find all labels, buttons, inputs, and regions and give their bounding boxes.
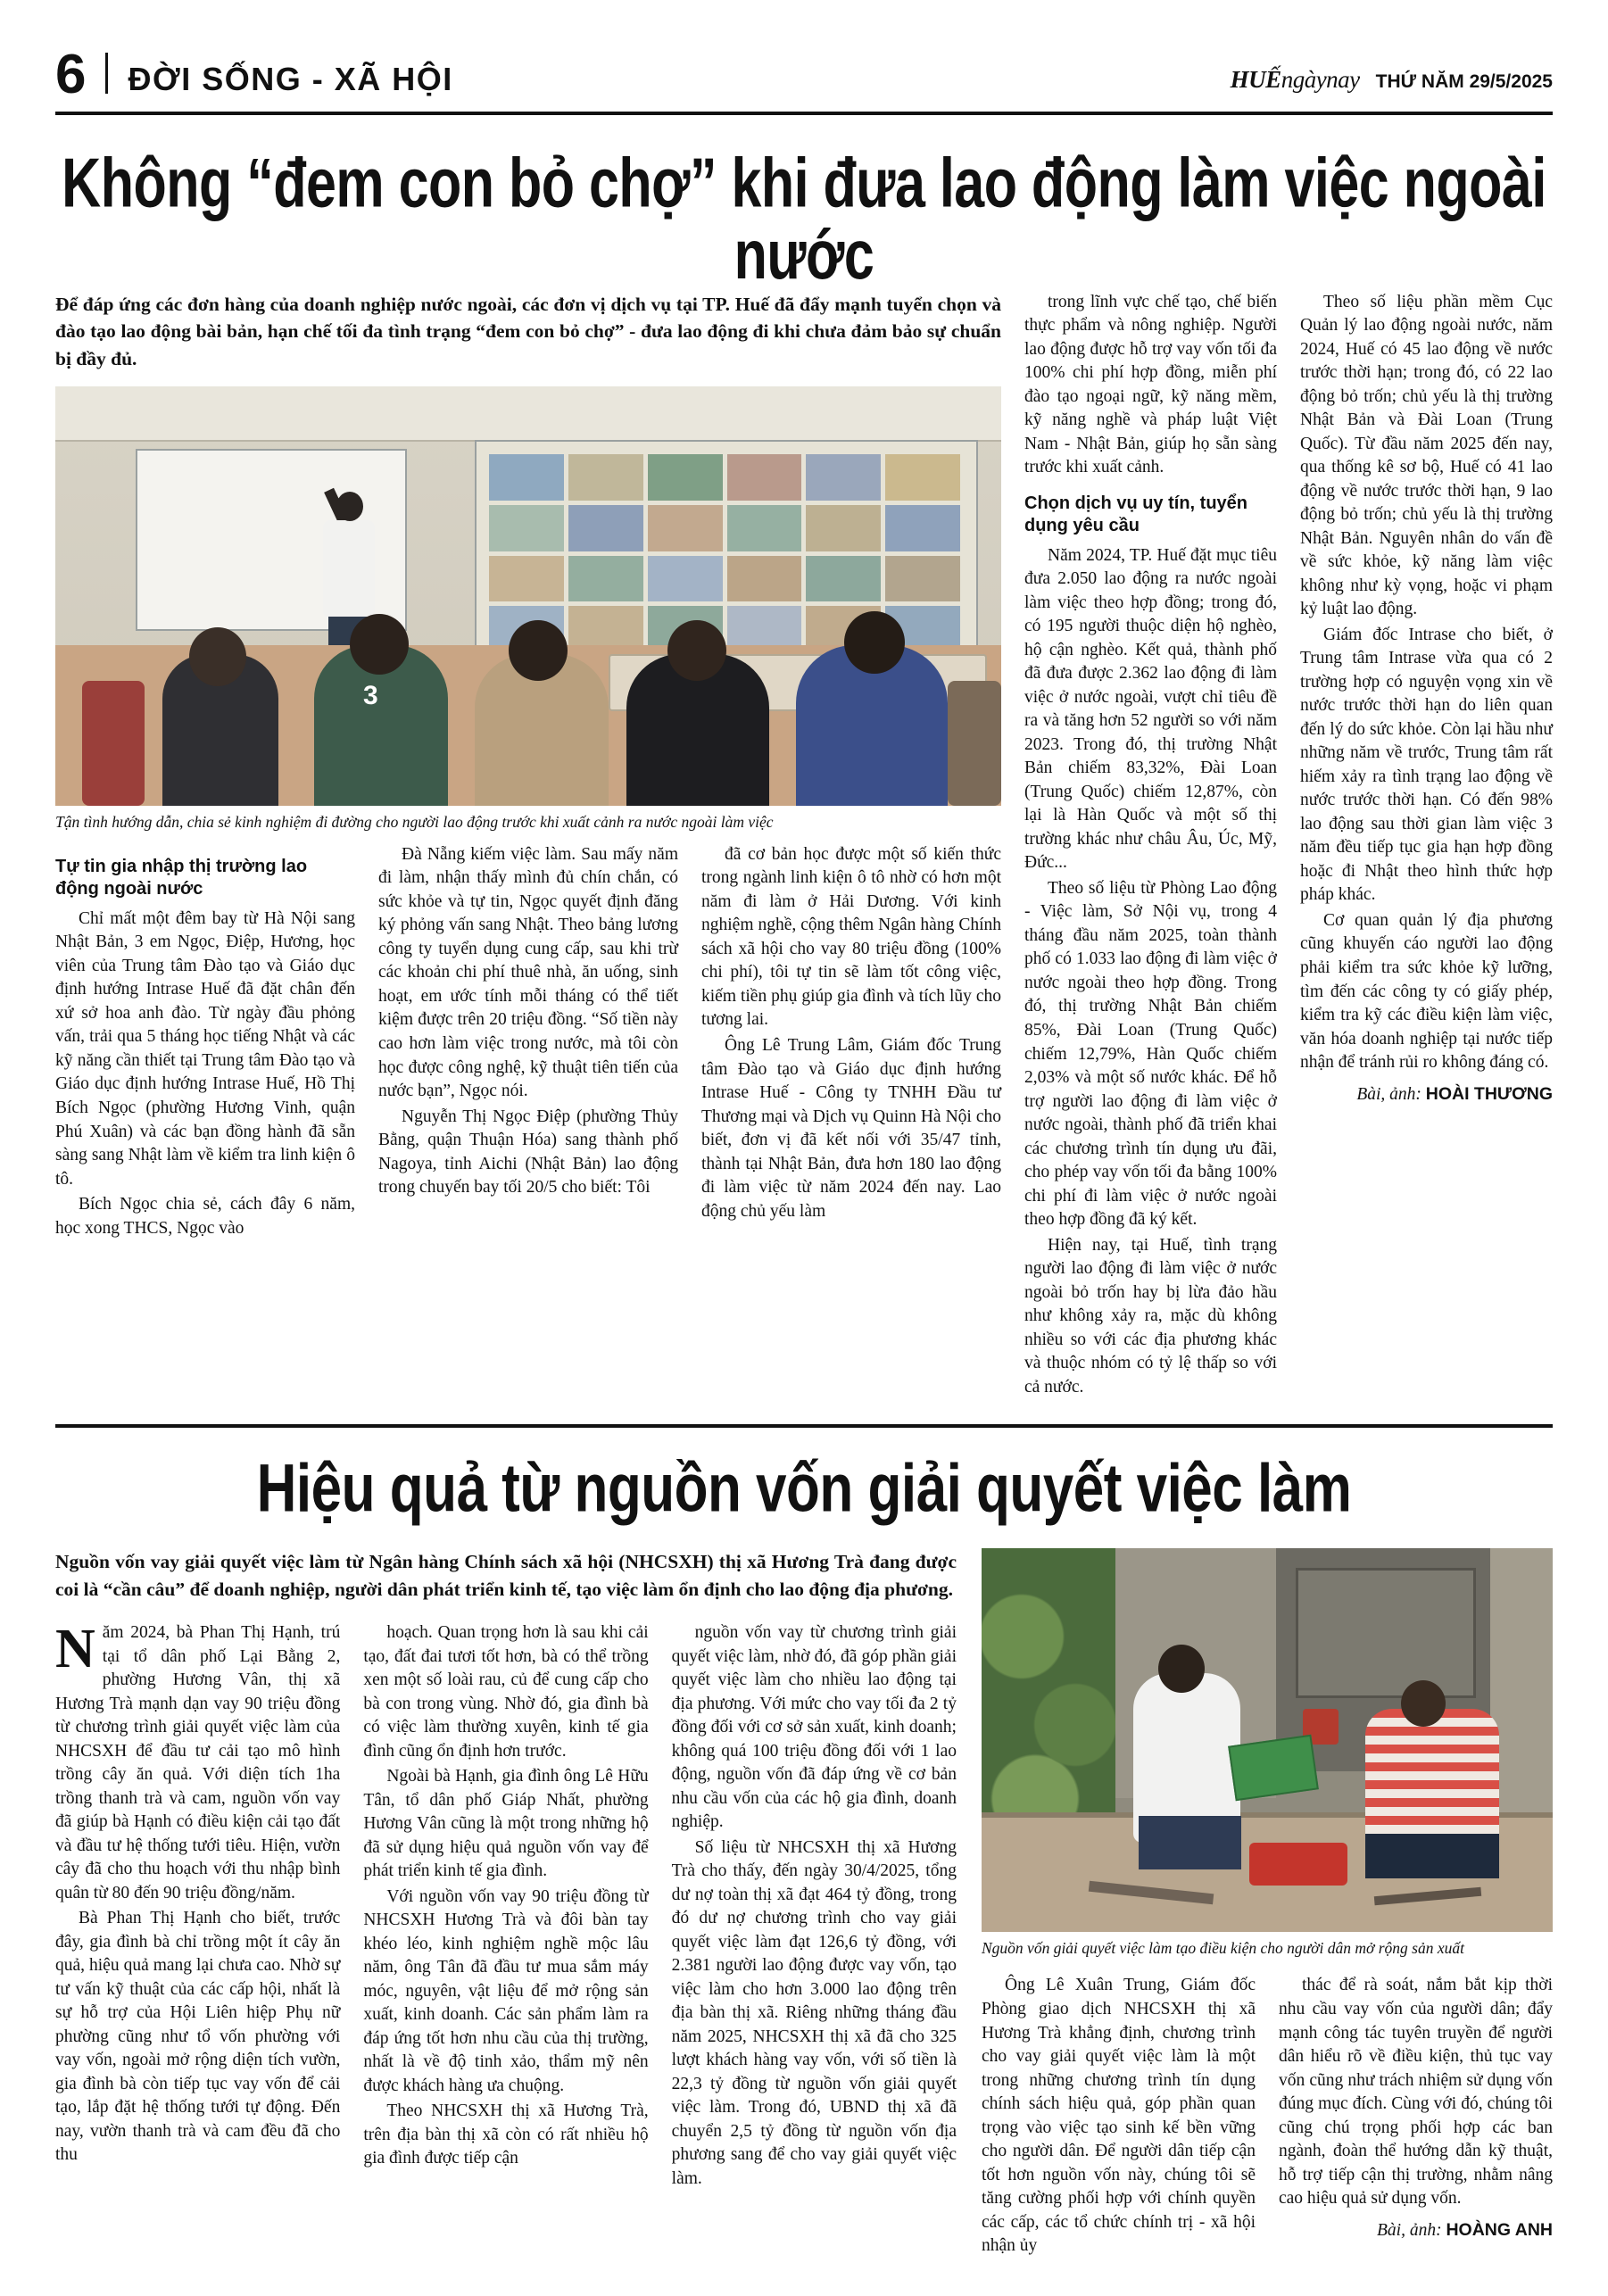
- byline-prefix: Bài, ảnh:: [1377, 2220, 1442, 2240]
- byline-author: HOÀNG ANH: [1446, 2219, 1553, 2240]
- paragraph: Bà Phan Thị Hạnh cho biết, trước đây, gia đình bà chỉ trồng một ít cây ăn quả, hiệu quả mang lại chưa cao. Nhờ sự tư vấn kỹ thuật của các cấp hội, nhất là sự hỗ trợ của Hội Liên hiệp Phụ nữ phường cũng như tổ vốn phường với vay vốn, ngoài mở rộng diện tích vườn, gia đình bà còn tiếp tục vay vốn để cải tạo, lắp đặt hệ thống tưới tự động. Đến nay, vườn thanh trà và cam đều đã cho thu: [55, 1909, 341, 2165]
- article-1-columns-left: [55, 843, 1001, 1242]
- dropcap: N: [55, 1619, 95, 1680]
- paragraph: Số liệu từ NHCSXH thị xã Hương Trà cho thấy, đến ngày 30/4/2025, tổng dư nợ toàn thị xã đạt 464 tỷ đồng, trong đó dư nợ chương trình cho vay giải quyết việc làm đạt 126,6 tỷ đồng, với 2.381 người lao động được vay vốn, tạo việc làm cho hơn 3.000 lao động trên địa bàn thị xã. Riêng những tháng đầu năm 2025, NHCSXH thị xã đã cho 325 lượt khách hàng vay vốn, với số tiền là 22,3 tỷ đồng từ nguồn vốn giải quyết việc làm. Trong đó, UBND thị xã đã chuyển 2,5 tỷ đồng từ nguồn vốn địa phương sang để cho vay giải quyết việc làm.: [671, 1837, 957, 2188]
- article-1-column-5: [1300, 291, 1553, 1402]
- masthead-left: [55, 44, 453, 105]
- article-2-right-block: [982, 1548, 1553, 2260]
- paragraph: Theo số liệu phần mềm Cục Quản lý lao động ngoài nước, năm 2024, Huế có 45 lao động về nước trước thời hạn; trong đó, có 22 lao động bỏ trốn; chủ yếu là thị trường Nhật Bản và Đài Loan (Trung Quốc). Từ đầu năm 2025 đến nay, qua thống kê sơ bộ, Huế có 41 lao động về nước trước thời hạn, 9 lao động bỏ trốn; chủ yếu là thị trường Nhật Bản. Nguyên nhân do vấn đề về sức khỏe, kỹ năng làm việc không như kỳ vọng, hoặc vi phạm kỷ luật lao động.: [1300, 292, 1553, 619]
- article-1-subhead-1: Tự tin gia nhập thị trường lao động ngoài nước: [55, 856, 308, 899]
- article-2-columns-right: [982, 1974, 1553, 2259]
- article-2-lead: Nguồn vốn vay giải quyết việc làm từ Ngân hàng Chính sách xã hội (NHCSXH) thị xã Hương Trà đang được coi là “cần câu” để doanh nghiệp, người dân phát triển kinh tế, tạo việc làm ổn định cho lao động địa phương.: [55, 1550, 957, 1600]
- paragraph: Năm 2024, TP. Huế đặt mục tiêu đưa 2.050 lao động ra nước ngoài làm việc theo hợp đồng; trong đó, có 195 người thuộc diện hộ nghèo, hộ cận nghèo. Kết quả, thành phố đã đưa được 2.362 lao động đi làm việc ở nước ngoài, vượt chỉ tiêu đề ra và tăng hơn 52 người so với năm 2023. Trong đó, thị trường Nhật Bản chiếm 83,32%, Đài Loan (Trung Quốc) chiếm 12,87%, còn lại là Hàn Quốc và một số thị trường khác như châu Âu, Úc, Mỹ, Đức...: [1024, 545, 1277, 873]
- article-1-byline: [1300, 1084, 1553, 1105]
- paragraph: Hiện nay, tại Huế, tình trạng người lao động đi làm việc ở nước ngoài bỏ trốn hay bị lừa đảo hầu như không xảy ra, mặc dù không nhiều so với các địa phương khác và thuộc nhóm có tỷ lệ thấp so với cả nước.: [1024, 1235, 1277, 1397]
- article-1: [55, 115, 1553, 1402]
- paragraph-with-dropcap: [55, 1621, 340, 1905]
- paragraph: Chỉ mất một đêm bay từ Hà Nội sang Nhật Bản, 3 em Ngọc, Điệp, Hương, học viên của Trung tâm Đào tạo và Giáo dục định hướng Intrase Huế đã đặt chân đến xứ sở hoa anh đào. Từ ngày đầu phỏng vấn, trải qua 5 tháng học tiếng Nhật và các kỹ năng cần thiết tại Trung tâm Đào tạo và Giáo dục định hướng Intrase Huế, Hồ Thị Bích Ngọc (phường Hương Vinh, quận Phú Xuân) và các bạn đồng hành đã sẵn sàng sang Nhật làm về kiểm tra linh kiện ô tô.: [55, 908, 355, 1189]
- byline-prefix: Bài, ảnh:: [1356, 1084, 1422, 1104]
- paragraph: Với nguồn vốn vay 90 triệu đồng từ NHCSXH Hương Trà và đôi bàn tay khéo léo, kinh nghiệm nghề mộc lâu năm, ông Tân đã đầu tư mua sắm máy móc, nguyên, vật liệu để mở rộng sản xuất, kinh doanh. Các sản phẩm làm ra đáp ứng tốt hơn nhu cầu của thị trường, nhất là về độ tinh xảo, thẩm mỹ nên được khách hàng ưa chuộng.: [363, 1886, 649, 2095]
- brand-light: ngàynay: [1281, 65, 1360, 93]
- paragraph: Theo NHCSXH thị xã Hương Trà, trên địa bàn thị xã còn có rất nhiều hộ gia đình được tiếp cận: [363, 2101, 649, 2168]
- article-1-column-1: [55, 843, 355, 1242]
- article-1-subhead-2: Chọn dịch vụ uy tín, tuyển dụng yêu cầu: [1024, 493, 1247, 535]
- article-2: [55, 1451, 1553, 2259]
- paragraph-text: ăm 2024, bà Phan Thị Hạnh, trú tại tổ dân phố Lại Bằng 2, phường Hương Vân, thị xã Hương Trà mạnh dạn vay 90 triệu đồng từ chương trình giải quyết việc làm của NHCSXH để đầu tư cải tạo mô hình trồng cây ăn quả. Với diện tích 1ha trồng thanh trà và cam, nguồn vốn vay đã giúp bà Hạnh có điều kiện cải tạo đất và đầu tư hệ thống tưới tiêu. Hiện, vườn cây đã cho thu hoạch với thu nhập bình quân từ 80 đến 90 triệu đồng/năm.: [55, 1623, 341, 1902]
- article-1-left-block: [55, 291, 1001, 1402]
- paragraph: Ông Lê Xuân Trung, Giám đốc Phòng giao dịch NHCSXH thị xã Hương Trà khẳng định, chương trình cho vay giải quyết việc làm là một trong những chương trình tín dụng chính sách hiệu quả, góp phần quan trọng vào việc tạo sinh kế bền vững cho người dân. Để người dân tiếp cận tốt hơn nguồn vốn này, chúng tôi sẽ tăng cường phối hợp với chính quyền các cấp, các tổ chức chính trị - xã hội nhận ủy: [982, 1976, 1256, 2256]
- paragraph: nguồn vốn vay từ chương trình giải quyết việc làm, nhờ đó, đã góp phần giải quyết việc làm cho nhiều lao động tại địa phương. Với mức cho vay tối đa 2 tỷ đồng đối với cơ sở sản xuất, kinh doanh; không quá 100 triệu đồng đối với 1 lao động, nguồn vốn đã đáp ứng về cơ bản nhu cầu vốn của các hộ gia đình, doanh nghiệp.: [671, 1623, 957, 1832]
- article-2-byline: [1279, 2220, 1553, 2241]
- article-2-photo: [982, 1548, 1553, 1932]
- section-title: ĐỜI SỐNG - XÃ HỘI: [128, 60, 453, 97]
- article-2-top: [55, 1548, 1553, 2260]
- article-2-column-1: [55, 1621, 340, 2192]
- paragraph: Giám đốc Intrase cho biết, ở Trung tâm Intrase vừa qua có 2 trường hợp có nguyện vọng xin về nước trước thời hạn do liên quan đến lý do sức khỏe. Còn lại hầu như những năm về trước, Trung tâm rất hiếm xảy ra tình trạng lao động về nước trước thời hạn. Có đến 98% lao động sau thời gian làm việc 3 năm đều tiếp tục gia hạn hợp đồng hoặc đi Nhật theo hình thức hợp pháp khác.: [1300, 625, 1553, 905]
- article-1-headline: Không “đem con bỏ chợ” khi đưa lao động làm việc ngoài nước: [62, 143, 1546, 294]
- article-2-column-5: [1279, 1974, 1553, 2259]
- article-1-photo-caption: Tận tình hướng dẫn, chia sẻ kinh nghiệm đi đường cho người lao động trước khi xuất cảnh ra nước ngoài làm việc: [55, 813, 774, 832]
- paragraph: Bích Ngọc chia sẻ, cách đây 6 năm, học xong THCS, Ngọc vào: [55, 1195, 355, 1238]
- publication-logo: [1231, 66, 1360, 94]
- article-2-lead-wrap: [55, 1548, 957, 2193]
- brand-bold: HUẾ: [1230, 65, 1281, 93]
- article-2-column-2: [363, 1621, 648, 2192]
- page-number: 6: [55, 44, 87, 105]
- masthead-right: [1231, 66, 1553, 94]
- article-1-column-3: [701, 843, 1001, 1242]
- article-1-right-block: [1024, 291, 1553, 1402]
- page-masthead: [55, 44, 1553, 108]
- paragraph: thác để rà soát, nắm bắt kịp thời nhu cầu vay vốn của người dân; đẩy mạnh công tác tuyên truyền để người dân hiểu rõ về điều kiện, thủ tục vay vốn cũng như trách nhiệm sử dụng vốn đúng mục đích. Cùng với đó, chúng tôi cũng chú trọng phối hợp các ban ngành, đoàn thể hướng dẫn kỹ thuật, hỗ trợ tiếp cận thị trường, nhằm nâng cao hiệu quả sử dụng vốn.: [1279, 1976, 1553, 2209]
- paragraph: Ngoài bà Hạnh, gia đình ông Lê Hữu Tân, tổ dân phố Giáp Nhất, phường Hương Vân cũng là một trong những hộ đã sử dụng hiệu quả nguồn vốn vay để phát triển kinh tế gia đình.: [363, 1767, 649, 1881]
- paragraph: đã cơ bản học được một số kiến thức trong ngành linh kiện ô tô nhờ có hơn một năm đi làm ở Hải Dương. Với kinh nghiệm nghề, cộng thêm Ngân hàng Chính sách xã hội cho vay 80 triệu đồng (100% chi phí), tôi tự tin sẽ làm tốt công việc, kiếm tiền phụ giúp gia đình và tích lũy cho tương lai.: [701, 844, 1001, 1030]
- article-2-headline: Hiệu quả từ nguồn vốn giải quyết việc làm: [256, 1451, 1352, 1527]
- paragraph: Ông Lê Trung Lâm, Giám đốc Trung tâm Đào tạo và Giáo dục định hướng Intrase Huế - Công ty TNHH Đầu tư Thương mại và Dịch vụ Quinn Hà Nội cho biết, đơn vị đã kết nối với 35/47 tỉnh, thành tại Nhật Bản, đưa hơn 180 lao động đi làm việc từ năm 2024 đến nay. Lao động chủ yếu làm: [701, 1035, 1001, 1221]
- paragraph: Đà Nẵng kiếm việc làm. Sau mấy năm đi làm, nhận thấy mình đủ chín chắn, có sức khỏe và tự tin, Ngọc quyết định đăng ký phỏng vấn sang Nhật. Theo bảng lương công ty tuyển dụng cung cấp, sau khi trừ các khoản chi phí thuê nhà, ăn uống, sinh hoạt, em ước tính mỗi tháng có thể tiết kiệm được trên 20 triệu đồng. “Số tiền này cao hơn làm việc trong nước, mà tôi còn học được công nghệ, kỹ thuật tiên tiến của nước bạn”, Ngọc nói.: [378, 844, 678, 1101]
- article-1-column-2: [378, 843, 678, 1242]
- byline-author: HOÀI THƯƠNG: [1425, 1083, 1553, 1104]
- masthead-divider: [105, 53, 108, 94]
- article-1-photo: 3: [55, 386, 1001, 806]
- article-2-columns-left: [55, 1621, 957, 2192]
- paragraph: Theo số liệu từ Phòng Lao động - Việc làm, Sở Nội vụ, trong 4 tháng đầu năm 2025, toàn thành phố có 1.033 lao động đi làm việc ở nước ngoài theo hợp đồng. Trong đó, thị trường Nhật Bản chiếm 85%, Đài Loan (Trung Quốc) chiếm 12,79%, Hàn Quốc chiếm 2,03% và một số nước khác. Để hỗ trợ người lao động đi làm việc ở nước ngoài, thành phố đã triển khai các chương trình tín dụng ưu đãi, cho phép vay vốn tối đa bằng 100% chi phí đi làm việc ở nước ngoài theo hợp đồng đã ký kết.: [1024, 878, 1277, 1230]
- article-1-lead: Để đáp ứng các đơn hàng của doanh nghiệp nước ngoài, các đơn vị dịch vụ tại TP. Huế đã đẩy mạnh tuyển chọn và đào tạo lao động bài bản, hạn chế tối đa tình trạng “đem con bỏ chợ” - đưa lao động đi khi chưa đảm bảo sự chuẩn bị đầy đủ.: [55, 293, 1001, 369]
- issue-date: THỨ NĂM 29/5/2025: [1375, 70, 1553, 92]
- article-2-photo-caption: Nguồn vốn giải quyết việc làm tạo điều kiện cho người dân mở rộng sản xuất: [982, 1938, 1464, 1957]
- paragraph: Cơ quan quản lý địa phương cũng khuyến cáo người lao động phải kiểm tra sức khỏe kỹ lưỡng, tìm đến các công ty có giấy phép, kiểm tra kỹ các điều kiện làm việc, văn hóa doanh nghiệp tại nước tiếp nhận để tránh rủi ro không đáng có.: [1300, 910, 1553, 1073]
- article-2-column-3: [672, 1621, 957, 2192]
- article-divider-rule: [55, 1424, 1553, 1428]
- paragraph: Nguyễn Thị Ngọc Điệp (phường Thủy Bằng, quận Thuận Hóa) sang thành phố Nagoya, tỉnh Aichi (Nhật Bản) lao động trong chuyến bay tối 20/5 cho biết: Tôi: [378, 1107, 678, 1198]
- article-2-column-4: [982, 1974, 1256, 2259]
- paragraph: hoạch. Quan trọng hơn là sau khi cải tạo, đất đai tươi tốt hơn, bà có thể trồng xen một số loài rau, củ để cung cấp cho bà con trong vùng. Nhờ đó, gia đình bà có việc làm thường xuyên, kinh tế gia đình cũng ổn định hơn trước.: [363, 1623, 649, 1761]
- article-1-column-4: [1024, 291, 1277, 1402]
- paragraph: trong lĩnh vực chế tạo, chế biến thực phẩm và nông nghiệp. Người lao động được hỗ trợ vay vốn tối đa 100% chi phí hợp đồng, miễn phí đào tạo ngoại ngữ, kỹ năng mềm, kỹ năng nghề và pháp luật Việt Nam - Nhật Bản, giúp họ sẵn sàng trước khi xuất cảnh.: [1024, 292, 1277, 477]
